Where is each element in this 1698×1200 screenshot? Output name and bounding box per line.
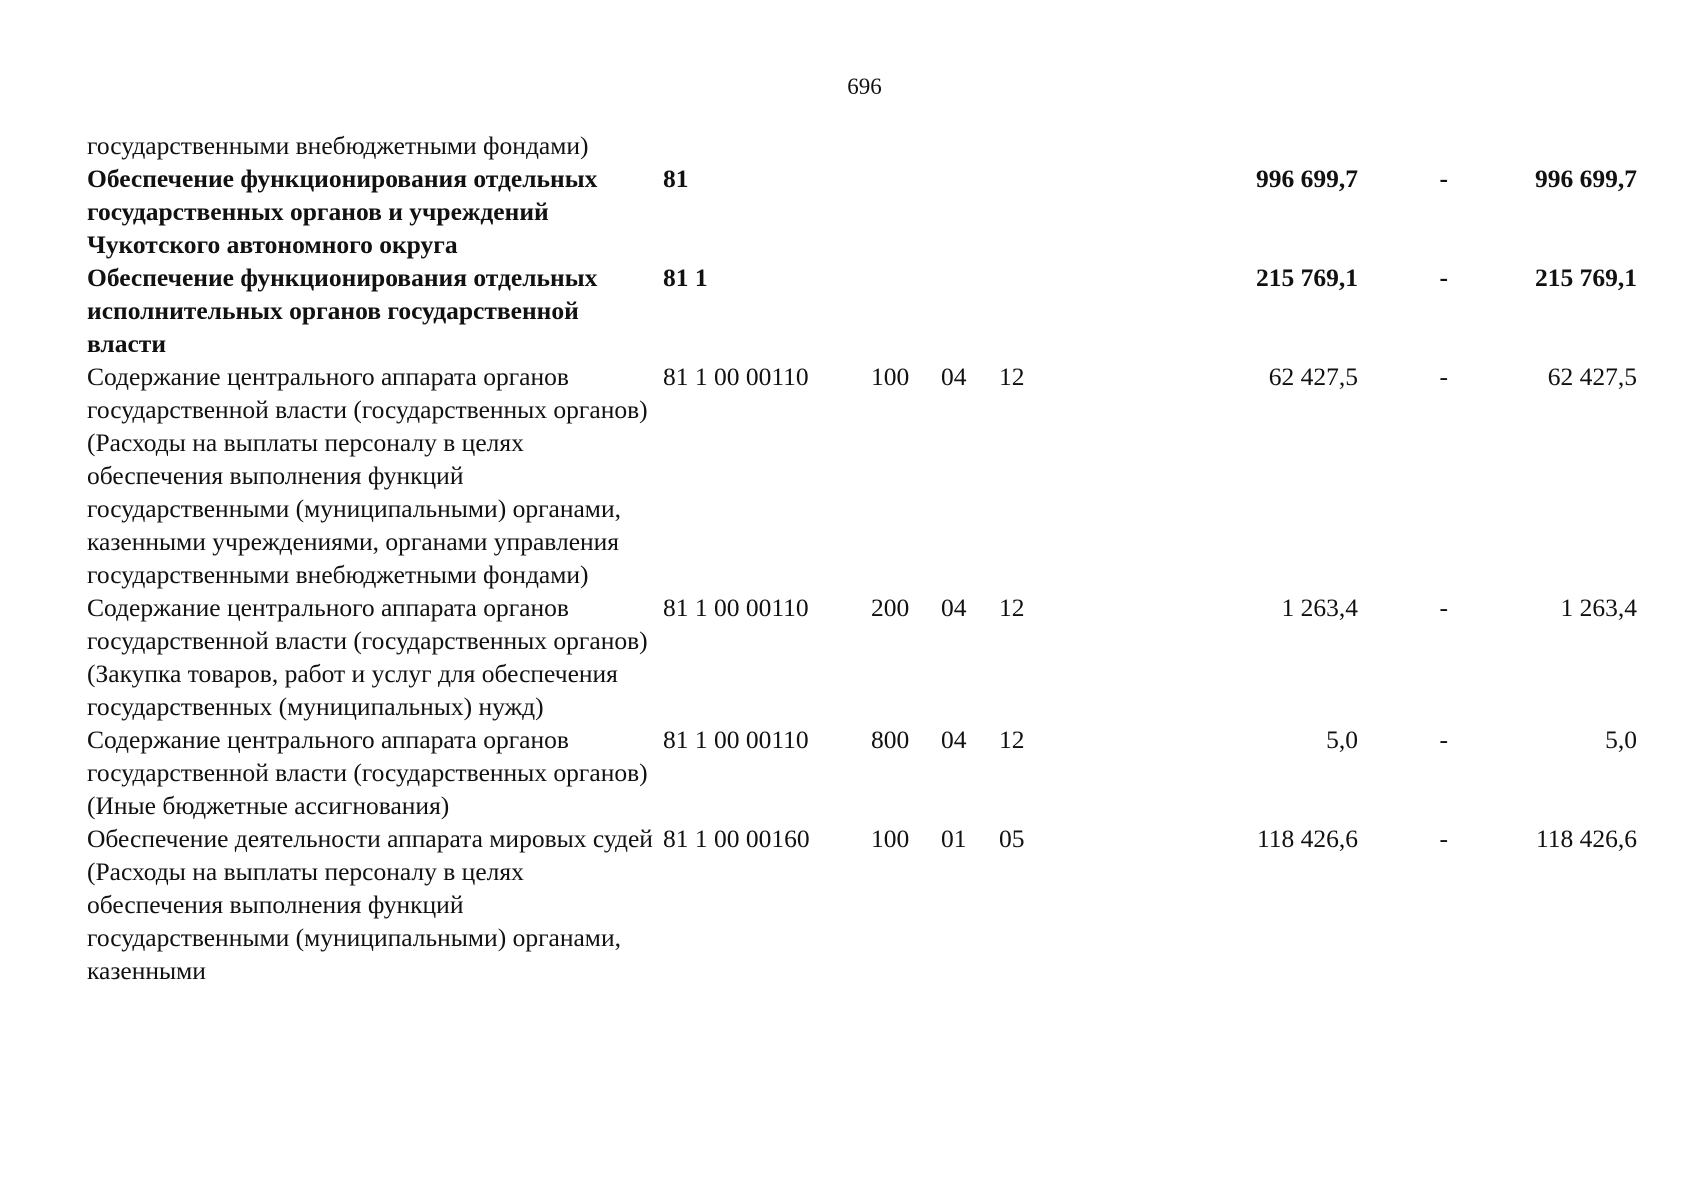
expense-type-code: 100: [871, 824, 910, 853]
page-number: 696: [847, 74, 882, 99]
row-name: Обеспечение функционирования отдельных исполнительных органов государственной власти: [87, 263, 598, 358]
row-name: Обеспечение деятельности аппарата мировых судей (Расходы на выплаты персоналу в целях обеспечения выполнения функций государственными (муниципальными) органами, казенными: [87, 824, 653, 985]
row-name: Содержание центрального аппарата органов государственной власти (государственных органов) (Иные бюджетные ассигнования): [87, 725, 648, 820]
amount-regional: 5,0: [1605, 725, 1637, 754]
amount-regional: [1458, 129, 1637, 162]
expense-type-code: 100: [871, 362, 910, 391]
table-row: [87, 822, 1637, 987]
amount-total: 118 426,6: [1256, 824, 1358, 853]
row-name: государственными внебюджетными фондами): [87, 131, 589, 160]
amount-federal: -: [1439, 725, 1448, 754]
subsection-code: 12: [999, 725, 1025, 754]
amount-regional: 1 263,4: [1560, 593, 1637, 622]
amount-total: 62 427,5: [1268, 362, 1358, 391]
subsection-code: 12: [999, 362, 1025, 391]
row-name: Содержание центрального аппарата органов государственной власти (государственных органов) (Закупка товаров, работ и услуг для обеспечения государственных (муниципальных) нужд): [87, 593, 648, 721]
amount-federal: -: [1439, 824, 1448, 853]
amount-total: 215 769,1: [1256, 263, 1358, 292]
target-article-code: 81 1 00 00160: [663, 824, 810, 853]
target-article-code: 81 1 00 00110: [663, 362, 809, 391]
amount-federal: -: [1439, 263, 1448, 292]
table-row: [87, 360, 1637, 591]
row-name: Обеспечение функционирования отдельных государственных органов и учреждений Чукотского автономного округа: [87, 164, 598, 259]
expense-type-code: [871, 261, 941, 360]
amount-federal: [1358, 129, 1458, 162]
target-article-code: 81 1 00 00110: [663, 725, 809, 754]
expense-type-code: 800: [871, 725, 910, 754]
subsection-code: 12: [999, 593, 1025, 622]
table-row: [87, 591, 1637, 723]
section-code: 04: [941, 725, 967, 754]
target-article-code: 81: [663, 164, 689, 193]
amount-federal: -: [1439, 593, 1448, 622]
table-row: [87, 261, 1637, 360]
amount-total: 1 263,4: [1281, 593, 1358, 622]
amount-total: 996 699,7: [1256, 164, 1358, 193]
expense-type-code: 200: [871, 593, 910, 622]
section-code: [941, 261, 999, 360]
section-code: 01: [941, 824, 967, 853]
budget-allocation-table: [87, 129, 1637, 987]
subsection-code: 05: [999, 824, 1025, 853]
table-row: [87, 162, 1637, 261]
target-article-code: [663, 129, 871, 162]
section-code: [941, 129, 999, 162]
row-name: Содержание центрального аппарата органов государственной власти (государственных органов) (Расходы на выплаты персоналу в целях обеспечения выполнения функций государственными (муниципальными) органами, казенными учреждениями, органами управления государственными внебюджетными фондами): [87, 362, 648, 589]
amount-regional: 62 427,5: [1547, 362, 1637, 391]
target-article-code: 81 1: [663, 263, 708, 292]
section-code: [941, 162, 999, 261]
subsection-code: [999, 261, 1121, 360]
amount-regional: 996 699,7: [1535, 164, 1637, 193]
section-code: 04: [941, 362, 967, 391]
amount-federal: -: [1439, 362, 1448, 391]
amount-regional: 118 426,6: [1535, 824, 1637, 853]
expense-type-code: [871, 129, 941, 162]
subsection-code: [999, 162, 1121, 261]
amount-total: 5,0: [1326, 725, 1358, 754]
subsection-code: [999, 129, 1121, 162]
amount-regional: 215 769,1: [1535, 263, 1637, 292]
section-code: 04: [941, 593, 967, 622]
target-article-code: 81 1 00 00110: [663, 593, 809, 622]
amount-federal: -: [1439, 164, 1448, 193]
table-row: [87, 129, 1637, 162]
table-row: [87, 723, 1637, 822]
amount-total: [1121, 129, 1358, 162]
expense-type-code: [871, 162, 941, 261]
